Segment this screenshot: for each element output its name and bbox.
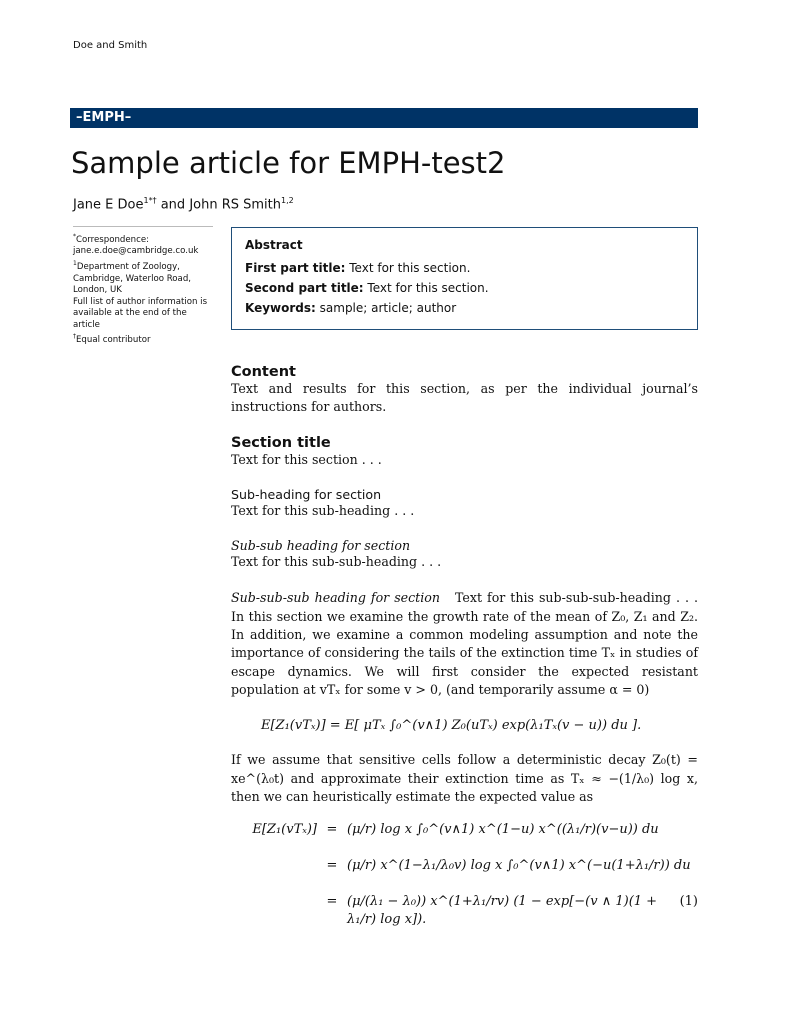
equation-number: (1) bbox=[679, 894, 698, 910]
abstract-item-text: sample; article; author bbox=[315, 301, 457, 315]
author-notes bbox=[73, 226, 213, 347]
equation-relation: = bbox=[326, 894, 338, 910]
running-head: Doe and Smith bbox=[73, 40, 148, 51]
content-heading: Content bbox=[231, 364, 296, 380]
author-name: John RS Smith bbox=[189, 197, 281, 213]
correspondence-email[interactable]: jane.e.doe@cambridge.co.uk bbox=[73, 246, 199, 257]
abstract-item-label: Keywords: bbox=[245, 301, 316, 315]
abstract-item bbox=[245, 281, 684, 295]
section-heading: Section title bbox=[231, 434, 331, 451]
abstract-item-text: Text for this section. bbox=[363, 281, 489, 295]
subsubsub-paragraph bbox=[231, 589, 698, 699]
author-conjunction: and bbox=[156, 197, 190, 213]
subheading-text: Text for this sub-heading . . . bbox=[231, 502, 415, 518]
abstract-item bbox=[245, 261, 684, 275]
subsubheading-text: Text for this sub-sub-heading . . . bbox=[231, 554, 442, 570]
author-affiliation-mark: 1,2 bbox=[281, 196, 294, 205]
equation-2 bbox=[231, 818, 698, 932]
subsubheading: Sub-sub heading for section bbox=[231, 538, 411, 554]
footnote-mark: 1 bbox=[73, 260, 77, 268]
equation-rhs-line: (μ/r) x^(1−λ₁/λ₀v) log x ∫₀^(v∧1) x^(−u(1+λ₁/r)) du bbox=[347, 858, 691, 874]
author-affiliation-mark: 1*† bbox=[143, 196, 157, 205]
category-banner: –EMPH– bbox=[70, 108, 698, 128]
equation-rhs-line: (μ/(λ₁ − λ₀)) x^(1+λ₁/rv) (1 − exp[−(v ∧ 1)(1 + λ₁/r) log x]). bbox=[347, 894, 658, 928]
equation-relation: = bbox=[326, 822, 338, 838]
correspondence-label: Correspondence: bbox=[76, 234, 150, 245]
content-text: Text and results for this section, as per the individual journal’s instructions for authors. bbox=[231, 381, 698, 415]
abstract-box bbox=[231, 227, 698, 330]
abstract-item-label: First part title: bbox=[245, 261, 346, 275]
subsubsub-text: Text for this sub-sub-sub-heading . . . In this section we examine the growth rate of the mean of Z₀, Z₁ and Z₂. In addition, we examine a common modeling assumption and note the importance of considering the tails of the extinction time Tₓ in studies of escape dynamics. We will first consider the expected resistant population at vTₓ for some v > 0, (and temporarily assume α = 0) bbox=[231, 590, 698, 697]
subsubsubheading: Sub-sub-sub heading for section bbox=[231, 590, 440, 606]
paragraph-2: If we assume that sensitive cells follow a deterministic decay Z₀(t) = xe^(λ₀t) and approximate their extinction time as Tₓ ≈ −(1/λ₀) log x, then we can heuristically estimate the expected value as bbox=[231, 752, 698, 804]
footnote-mark: † bbox=[73, 333, 76, 341]
abstract-item bbox=[245, 301, 684, 315]
abstract-heading: Abstract bbox=[245, 238, 303, 252]
subheading: Sub-heading for section bbox=[231, 486, 382, 502]
equation-lhs: E[Z₁(vTₓ)] bbox=[252, 822, 317, 838]
section-text: Text for this section . . . bbox=[231, 451, 382, 467]
footnote-mark: * bbox=[73, 233, 76, 240]
equal-contributor-note: Equal contributor bbox=[76, 335, 151, 346]
article-body bbox=[231, 364, 698, 932]
equation-relation: = bbox=[326, 858, 338, 874]
abstract-item-text: Text for this section. bbox=[345, 261, 471, 275]
abstract-item-label: Second part title: bbox=[245, 281, 364, 295]
equation-1: E[Z₁(vTₓ)] = E[ μTₓ ∫₀^(v∧1) Z₀(uTₓ) exp(λ₁Tₓ(v − u)) du ]. bbox=[261, 718, 642, 734]
equation-rhs-line: (μ/r) log x ∫₀^(v∧1) x^(1−u) x^((λ₁/r)(v−u)) du bbox=[347, 822, 659, 838]
author-name: Jane E Doe bbox=[73, 197, 144, 213]
author-info-note: Full list of author information is available at the end of the article bbox=[73, 296, 208, 330]
author-list bbox=[73, 196, 294, 212]
article-title: Sample article for EMPH-test2 bbox=[71, 146, 506, 180]
affiliation: Department of Zoology, Cambridge, Waterloo Road, London, UK bbox=[73, 261, 192, 296]
